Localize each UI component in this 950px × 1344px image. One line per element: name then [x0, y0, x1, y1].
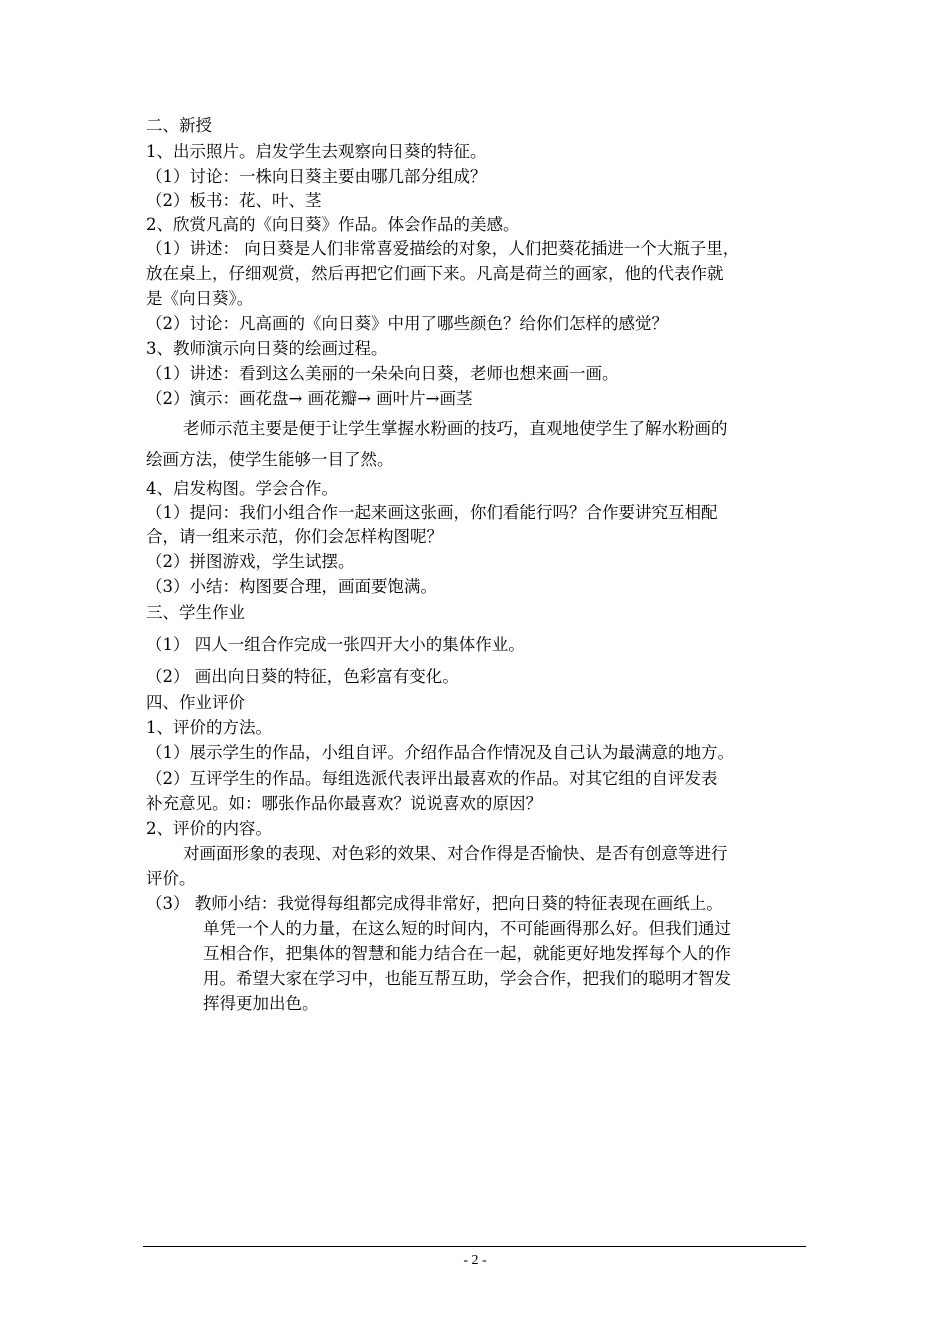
paragraph-line: 用。希望大家在学习中，也能互帮互助，学会合作，把我们的聪明才智发	[203, 969, 731, 988]
section-heading-student-work: 三、学生作业	[146, 603, 245, 622]
paragraph-line: 挥得更加出色。	[203, 994, 319, 1013]
step-heading-show-photos: 1、出示照片。启发学生去观察向日葵的特征。	[146, 142, 487, 161]
paragraph-line: （1）展示学生的作品，小组自评。介绍作品合作情况及自己认为最满意的地方。	[146, 743, 734, 762]
paragraph-line: （2）互评学生的作品。每组选派代表评出最喜欢的作品。对其它组的自评发表	[146, 769, 718, 788]
step-heading-teacher-demo: 3、教师演示向日葵的绘画过程。	[146, 339, 388, 358]
paragraph-line: 合，请一组来示范，你们会怎样构图呢？	[146, 527, 443, 546]
step-heading-composition: 4、启发构图。学会合作。	[146, 479, 338, 498]
paragraph-line: 单凭一个人的力量，在这么短的时间内，不可能画得那么好。但我们通过	[203, 919, 731, 938]
paragraph-line: （2）演示：画花盘→ 画花瓣→ 画叶片→画茎	[146, 389, 473, 408]
step-heading-appreciate-van-gogh: 2、欣赏凡高的《向日葵》作品。体会作品的美感。	[146, 215, 520, 234]
section-heading-evaluation: 四、作业评价	[146, 693, 245, 712]
page-number: - 2 -	[463, 1253, 487, 1268]
paragraph-line: （3）小结：构图要合理，画面要饱满。	[146, 577, 437, 596]
step-heading-evaluation-content: 2、评价的内容。	[146, 819, 272, 838]
paragraph-line: （2）板书：花、叶、茎	[146, 191, 322, 210]
paragraph-line: （1）提问：我们小组合作一起来画这张画，你们看能行吗？合作要讲究互相配	[146, 503, 718, 522]
paragraph-line: （2）讨论：凡高画的《向日葵》中用了哪些颜色？给你们怎样的感觉？	[146, 314, 668, 333]
paragraph-line: 补充意见。如：哪张作品你最喜欢？说说喜欢的原因？	[146, 794, 542, 813]
paragraph-line: 评价。	[146, 869, 196, 888]
paragraph-line: （1） 四人一组合作完成一张四开大小的集体作业。	[146, 635, 525, 654]
paragraph-line: 绘画方法，使学生能够一目了然。	[146, 450, 394, 469]
paragraph-line: 放在桌上，仔细观赏，然后再把它们画下来。凡高是荷兰的画家，他的代表作就	[146, 264, 724, 283]
paragraph-line: 老师示范主要是便于让学生掌握水粉画的技巧，直观地使学生了解水粉画的	[183, 419, 728, 438]
paragraph-line: （1）讨论：一株向日葵主要由哪几部分组成？	[146, 167, 487, 186]
section-heading-new-lesson: 二、新授	[146, 116, 212, 135]
paragraph-line: （2）拼图游戏，学生试摆。	[146, 552, 355, 571]
paragraph-line: 对画面形象的表现、对色彩的效果、对合作得是否愉快、是否有创意等进行	[183, 844, 728, 863]
footer-divider	[143, 1246, 806, 1247]
paragraph-line: （1）讲述： 向日葵是人们非常喜爱描绘的对象，人们把葵花插进一个大瓶子里，	[146, 239, 740, 258]
paragraph-line: （3） 教师小结：我觉得每组都完成得非常好，把向日葵的特征表现在画纸上。	[146, 894, 723, 913]
paragraph-line: （2） 画出向日葵的特征，色彩富有变化。	[146, 667, 459, 686]
step-heading-evaluation-method: 1、评价的方法。	[146, 718, 272, 737]
paragraph-line: 互相合作，把集体的智慧和能力结合在一起，就能更好地发挥每个人的作	[203, 944, 731, 963]
paragraph-line: （1）讲述：看到这么美丽的一朵朵向日葵，老师也想来画一画。	[146, 364, 619, 383]
paragraph-line: 是《向日葵》。	[146, 289, 254, 308]
